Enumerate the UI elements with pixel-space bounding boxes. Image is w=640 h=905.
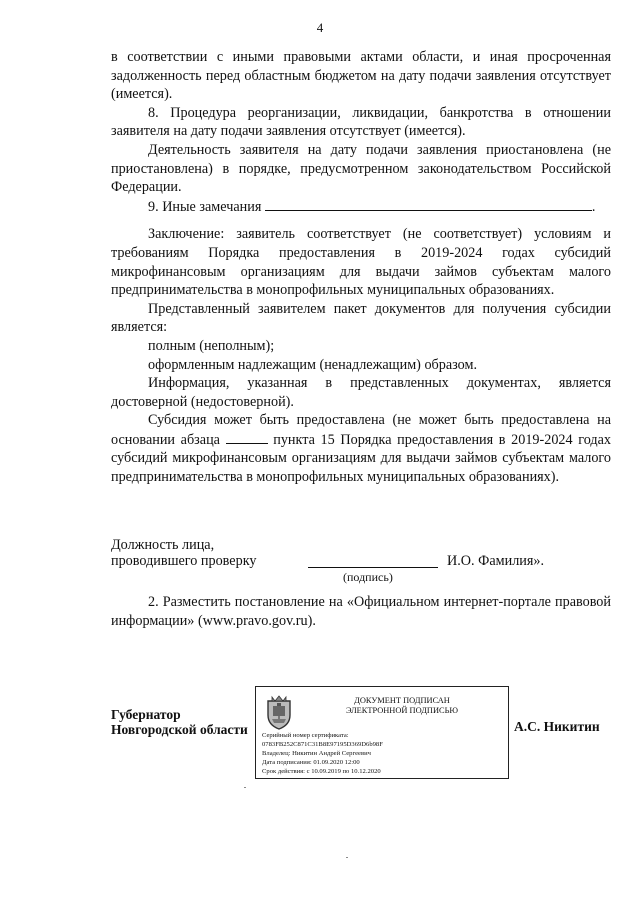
governor-title-line1: Губернатор xyxy=(111,707,181,722)
paragraph-information: Информация, указанная в представленных документах, является достоверной (недостоверной). xyxy=(111,375,611,410)
paragraph-remarks: 9. Иные замечания . xyxy=(148,198,596,215)
paragraph-formatted: оформленным надлежащим (ненадлежащим) образом. xyxy=(148,356,478,373)
paragraph-debt: в соответствии с иными правовыми актами области, и иная просроченная задолженность перед областным бюджетом на дату подачи заявления отсутствует (имеется). xyxy=(111,49,611,103)
stamp-header-line2: ЭЛЕКТРОННОЙ ПОДПИСЬЮ xyxy=(345,706,459,715)
governor-name: А.С. Никитин xyxy=(514,719,600,734)
scan-speck xyxy=(346,857,348,858)
remarks-blank-line xyxy=(265,197,592,211)
governor-title xyxy=(111,707,248,737)
electronic-signature-stamp xyxy=(255,686,509,779)
certificate-owner: Владелец: Никитин Андрей Сергеевич xyxy=(262,750,371,757)
certificate-serial: 0783FB252C871C31B8E97195D369D6b98F xyxy=(262,741,383,748)
scan-speck xyxy=(244,787,246,788)
signature-line-2 xyxy=(111,553,611,569)
subsidy-text-end: пункта 15 Порядка предоставления в 2019-2024 годах субсидий микрофинансовым организациям для выдачи займов субъектам малого предпринимательства в монопрофильных муниципальных образованиях). xyxy=(111,431,612,486)
paragraph-reorganization: 8. Процедура реорганизации, ликвидации, банкротства в отношении заявителя на дату подачи заявления отсутствует (имеется). xyxy=(111,104,611,140)
signature-block xyxy=(111,537,611,584)
document-body xyxy=(111,48,611,487)
signer-name: И.О. Фамилия». xyxy=(447,553,545,569)
page-number: 4 xyxy=(316,20,324,35)
paragraph-publish: 2. Разместить постановление на «Официальном интернет-портале правовой информации» (www.pravo.gov.ru). xyxy=(111,594,611,629)
signature-caption: (подпись) xyxy=(343,570,393,584)
certificate-label: Серийный номер сертификата: xyxy=(262,732,349,739)
remarks-label: 9. Иные замечания xyxy=(148,198,262,215)
paragraph-activity: Деятельность заявителя на дату подачи заявления приостановлена (не приостановлена) в порядке, предусмотренном законодательством Российской Федерации. xyxy=(111,141,611,196)
stamp-header-line1: ДОКУМЕНТ ПОДПИСАН xyxy=(354,696,450,705)
signer-position-line2: проводившего проверку xyxy=(111,553,257,569)
paragraph-package: Представленный заявителем пакет документов для получения субсидии является: xyxy=(111,300,611,336)
stamp-header xyxy=(302,696,502,716)
paragraph-complete: полным (неполным); xyxy=(148,337,275,354)
paragraph-blank-line xyxy=(226,430,268,444)
paragraph-subsidy xyxy=(111,411,611,486)
subsidy-text-start: Субсидия может быть предоставлена (не может быть предоставлена на основании абзаца xyxy=(111,412,611,448)
validity-period: Срок действия: с 10.09.2019 по 10.12.2020 xyxy=(262,768,381,775)
paragraph-conclusion: Заключение: заявитель соответствует (не соответствует) условиям и требованиям Порядка предоставления в 2019-2024 годах субсидий микрофинансовым организациям для выдачи займов субъектам малого предпринимательства в монопрофильных муниципальных образованиях. xyxy=(111,226,611,299)
coat-of-arms-icon xyxy=(262,693,296,731)
signature-line-1 xyxy=(111,537,611,553)
stamp-details xyxy=(262,731,383,776)
signer-position-line1: Должность лица, xyxy=(111,537,215,553)
signing-date: Дата подписания: 01.09.2020 12:00 xyxy=(262,759,360,766)
signature-underline xyxy=(308,567,438,568)
governor-title-line2: Новгородской области xyxy=(111,722,248,737)
